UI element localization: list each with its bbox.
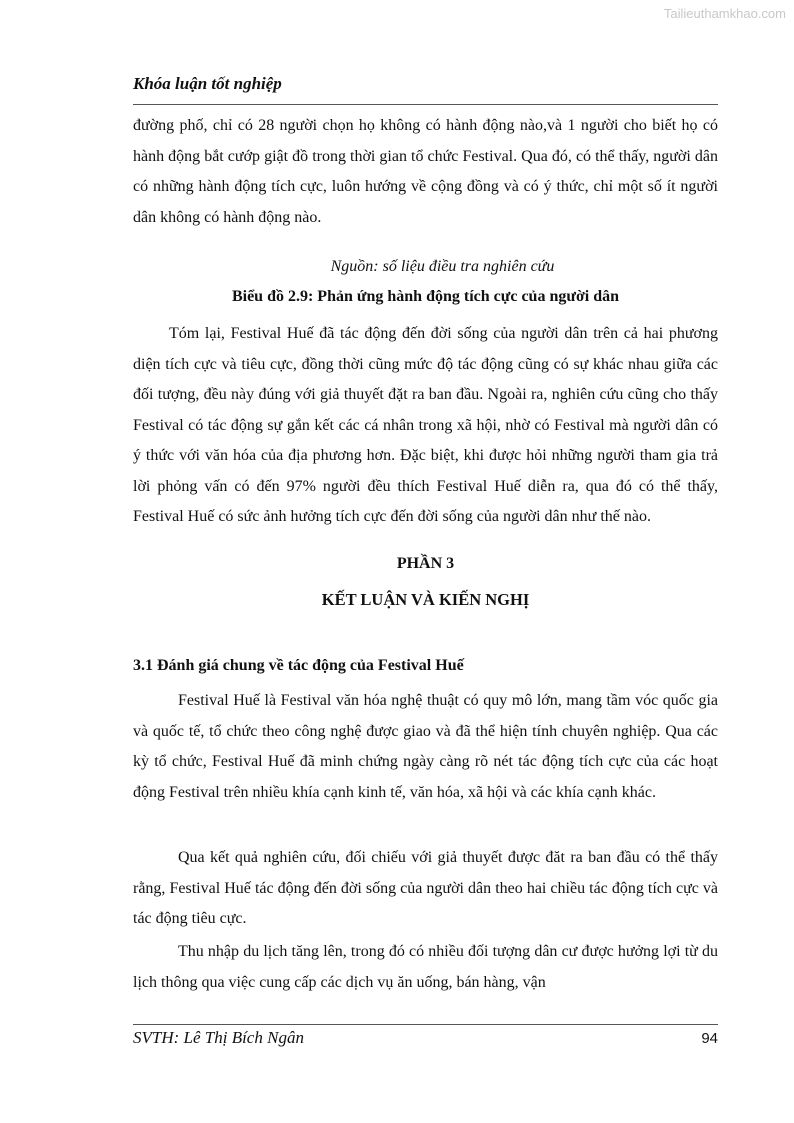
page-number: 94 <box>701 1030 718 1047</box>
footer-divider <box>133 1024 718 1025</box>
paragraph-summary: Tóm lại, Festival Huế đã tác động đến đời sống của người dân trên cả hai phương diện tích cực và tiêu cực, đồng thời cũng mức độ tác động cũng có sự khác nhau giữa các đối tượng, đều này đúng với giả thuyết đặt ra ban đầu. Ngoài ra, nghiên cứu cũng cho thấy Festival có tác động sự gắn kết các cá nhân trong xã hội, nhờ có Festival mà người dân có ý thức với văn hóa của địa phương hơn. Đặc biệt, khi được hỏi những người tham gia trả lời phỏng vấn có đến 97% người đều thích Festival Huế diễn ra, qua đó có thể thấy, Festival Huế có sức ảnh hưởng tích cực đến đời sống của người dân như thế nào. <box>133 325 718 525</box>
chart-caption: Biểu đồ 2.9: Phản ứng hành động tích cực của người dân <box>231 288 620 305</box>
footer-author: SVTH: Lê Thị Bích Ngân <box>133 1028 304 1047</box>
paragraph-festival-overview: Festival Huế là Festival văn hóa nghệ thuật có quy mô lớn, mang tầm vóc quốc gia và quốc tế, tổ chức theo công nghệ được giao và đã thể hiện tính chuyên nghiệp. Qua các kỳ tổ chức, Festival Huế đã minh chứng ngày càng rõ nét tác động tích cực của các hoạt động Festival trên nhiều khía cạnh kinh tế, văn hóa, xã hội và các khía cạnh khác. <box>133 692 718 801</box>
paragraph-research-results: Qua kết quả nghiên cứu, đối chiếu với giả thuyết được đăt ra ban đầu có thể thấy rằng, Festival Huế tác động đến đời sống của người dân theo hai chiều tác động tích cực và tác động tiêu cực. <box>133 849 718 927</box>
header-divider <box>133 104 718 105</box>
watermark: Tailieuthamkhao.com <box>663 6 786 21</box>
document-header-title: Khóa luận tốt nghiệp <box>133 74 282 93</box>
section-heading: 3.1 Đánh giá chung về tác động của Festival Huế <box>133 657 464 674</box>
source-note: Nguồn: số liệu điều tra nghiên cứu <box>330 258 555 275</box>
paragraph-continued: đường phố, chỉ có 28 người chọn họ không có hành động nào,và 1 người cho biết họ có hành động bắt cướp giật đồ trong thời gian tổ chức Festival. Qua đó, có thể thấy, người dân có những hành động tích cực, luôn hướng về cộng đồng và có ý thức, chỉ một số ít người dân không có hành động nào. <box>133 117 718 226</box>
paragraph-tourism-income: Thu nhập du lịch tăng lên, trong đó có nhiều đối tượng dân cư được hưởng lợi từ du lịch thông qua việc cung cấp các dịch vụ ăn uống, bán hàng, vận <box>133 943 718 991</box>
part-title: PHẦN 3 <box>396 555 455 572</box>
part-heading: KẾT LUẬN VÀ KIẾN NGHỊ <box>321 590 530 609</box>
